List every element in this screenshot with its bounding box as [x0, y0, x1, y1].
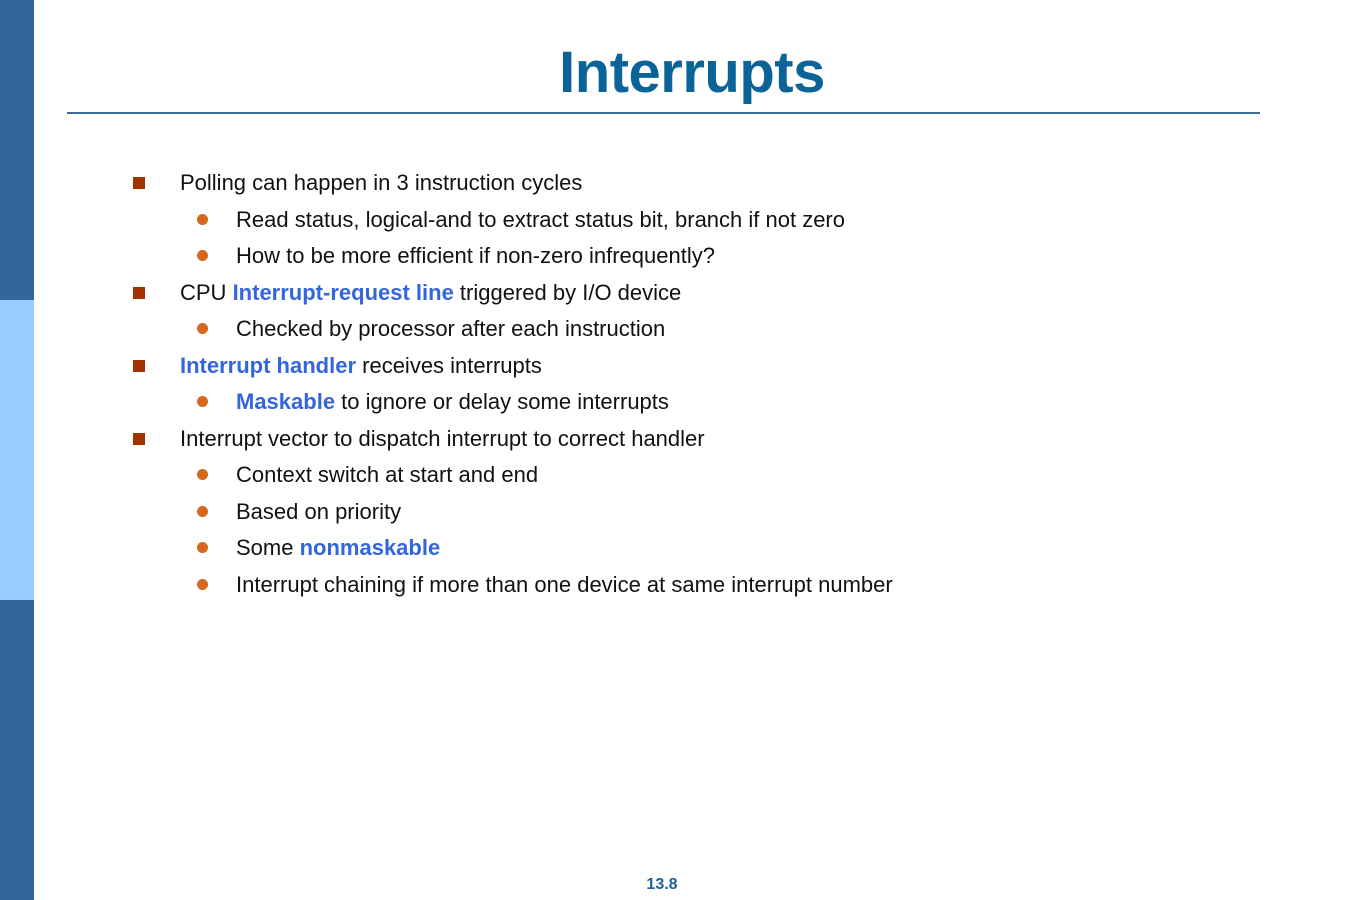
bullet-item — [180, 348, 542, 384]
bullet-text: Based on priority — [236, 498, 402, 524]
sub-bullet-item — [236, 457, 538, 493]
bullet-text: Checked by processor after each instruction — [236, 316, 666, 341]
bullet-text: to ignore or delay some interrupts — [335, 389, 669, 414]
title-divider — [67, 112, 1260, 114]
bullet-item — [180, 165, 582, 201]
square-bullet-icon — [133, 433, 145, 445]
bullet-text: CPU — [180, 279, 233, 305]
sub-bullet-item — [236, 202, 845, 238]
square-bullet-icon — [133, 287, 145, 299]
round-bullet-icon — [197, 396, 208, 407]
round-bullet-icon — [197, 323, 208, 334]
round-bullet-icon — [197, 469, 208, 480]
bullet-text: Read status, logical-and to extract status bit, branch if not zero — [236, 206, 845, 232]
bullet-text: How to be more efficient if non-zero infrequently? — [236, 243, 715, 268]
bullet-text: Polling can happen in 3 instruction cycles — [180, 170, 583, 195]
bullet-text: Interrupt chaining if more than one device at same interrupt number — [236, 571, 893, 597]
round-bullet-icon — [197, 542, 208, 553]
slide-title: Interrupts — [559, 40, 825, 105]
sidebar-bottom-segment — [0, 600, 34, 900]
bullet-item — [180, 275, 681, 311]
highlighted-term: Interrupt-request line — [232, 279, 454, 305]
highlighted-term: nonmaskable — [299, 535, 441, 560]
slide-sidebar — [0, 0, 34, 900]
bullet-text: receives interrupts — [356, 352, 542, 378]
sub-bullet-item — [236, 530, 440, 566]
sub-bullet-item — [236, 311, 665, 347]
bullet-text: triggered by I/O device — [453, 279, 682, 305]
bullet-text: Some — [236, 535, 300, 560]
round-bullet-icon — [197, 579, 208, 590]
page-number: 13.8 — [646, 876, 678, 893]
sub-bullet-item — [236, 494, 401, 530]
sidebar-middle-segment — [0, 300, 34, 600]
sidebar-top-segment — [0, 0, 34, 300]
sub-bullet-item — [236, 567, 893, 603]
highlighted-term: Maskable — [236, 389, 336, 414]
sub-bullet-item — [236, 384, 669, 420]
round-bullet-icon — [197, 506, 208, 517]
square-bullet-icon — [133, 360, 145, 372]
bullet-item — [180, 421, 705, 457]
square-bullet-icon — [133, 177, 145, 189]
bullet-text: Context switch at start and end — [236, 462, 539, 487]
highlighted-term: Interrupt handler — [180, 352, 357, 378]
sub-bullet-item — [236, 238, 715, 274]
bullet-text: Interrupt vector to dispatch interrupt to correct handler — [180, 425, 705, 451]
round-bullet-icon — [197, 214, 208, 225]
round-bullet-icon — [197, 250, 208, 261]
